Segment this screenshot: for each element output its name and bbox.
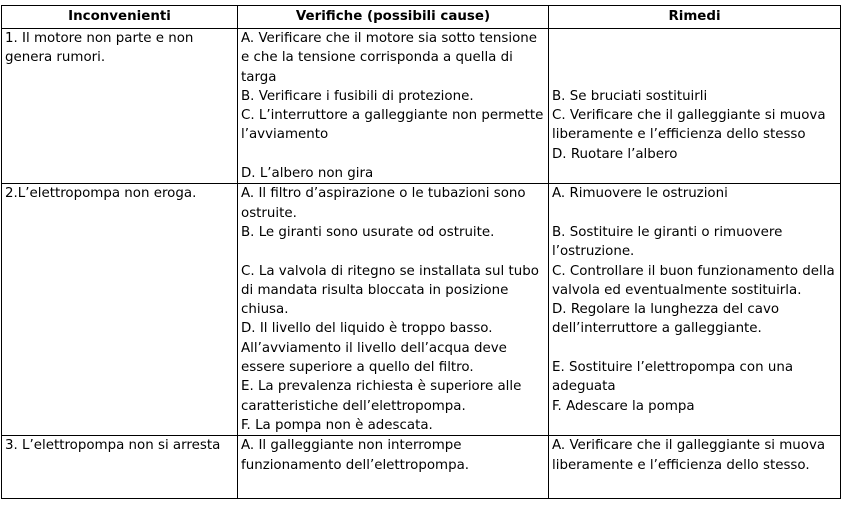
remedies-cell — [549, 29, 841, 184]
problem-cell — [2, 436, 238, 499]
header-verifiche: Verifiche (possibili cause) — [238, 6, 549, 29]
remedy-a: A. Rimuovere le ostruzioni — [552, 186, 728, 202]
table-row — [2, 29, 841, 184]
remedy-c: C. Controllare il buon funzionamento della valvola ed eventualmente sostituirla. — [552, 263, 835, 298]
cause-c: C. L’interruttore a galleggiante non permette l’avviamento — [241, 108, 544, 143]
problem-text: 2.L’elettropompa non eroga. — [5, 186, 197, 202]
header-rimedi: Rimedi — [549, 6, 841, 29]
remedy-d: D. Regolare la lunghezza del cavo dell’interruttore a galleggiante. — [552, 302, 780, 337]
spacer — [552, 29, 837, 48]
cause-a: A. Verificare che il motore sia sotto tensione e che la tensione corrisponda a quella di targa — [241, 31, 538, 85]
cause-d: D. Il livello del liquido è troppo basso. All’avviamento il livello dell’acqua deve essere superiore a quello del filtro. — [241, 321, 507, 376]
spacer — [241, 145, 545, 164]
spacer — [552, 204, 837, 223]
causes-cell — [238, 184, 549, 436]
cause-b: B. Le giranti sono usurate od ostruite. — [241, 224, 495, 240]
remedies-cell — [549, 436, 841, 499]
problem-text: 1. Il motore non parte e non genera rumori. — [5, 31, 194, 66]
header-inconvenienti: Inconvenienti — [2, 6, 238, 29]
remedy-e: E. Sostituire l’elettropompa con una adeguata — [552, 360, 794, 395]
remedy-b: B. Sostituire le giranti o rimuovere l’ostruzione. — [552, 224, 783, 260]
spacer — [241, 242, 545, 261]
remedies-cell — [549, 184, 841, 436]
problem-cell — [2, 29, 238, 184]
remedy-b: B. Se bruciati sostituirli — [552, 88, 708, 104]
causes-cell — [238, 436, 549, 499]
cause-b: B. Verificare i fusibili di protezione. — [241, 88, 474, 104]
remedy-d: D. Ruotare l’albero — [552, 146, 678, 162]
remedy-c: C. Verificare che il galleggiante si muova liberamente e l’efficienza dello stesso — [552, 108, 826, 143]
cause-a: A. Il galleggiante non interrompe funzionamento dell’elettropompa. — [241, 438, 470, 473]
problem-cell — [2, 184, 238, 436]
cause-c: C. La valvola di ritegno se installata sul tubo di mandata risulta bloccata in posizione chiusa. — [241, 263, 539, 318]
table-row — [2, 436, 841, 499]
remedy-f: F. Adescare la pompa — [552, 398, 695, 414]
cause-f: F. La pompa non è adescata. — [241, 417, 433, 433]
cause-d: D. L’albero non gira — [241, 166, 374, 182]
spacer — [552, 68, 837, 87]
table-header-row — [2, 6, 841, 29]
causes-cell — [238, 29, 549, 184]
spacer — [552, 48, 837, 67]
table-row — [2, 184, 841, 436]
cause-e: E. La prevalenza richiesta è superiore alle caratteristiche dell’elettropompa. — [241, 379, 522, 414]
problem-text: 3. L’elettropompa non si arresta — [5, 438, 221, 454]
troubleshooting-table — [1, 5, 841, 499]
cause-a: A. Il filtro d’aspirazione o le tubazioni sono ostruite. — [241, 186, 526, 221]
spacer — [552, 339, 837, 358]
remedy-a: A. Verificare che il galleggiante si muova liberamente e l’efficienza dello stesso. — [552, 438, 826, 473]
